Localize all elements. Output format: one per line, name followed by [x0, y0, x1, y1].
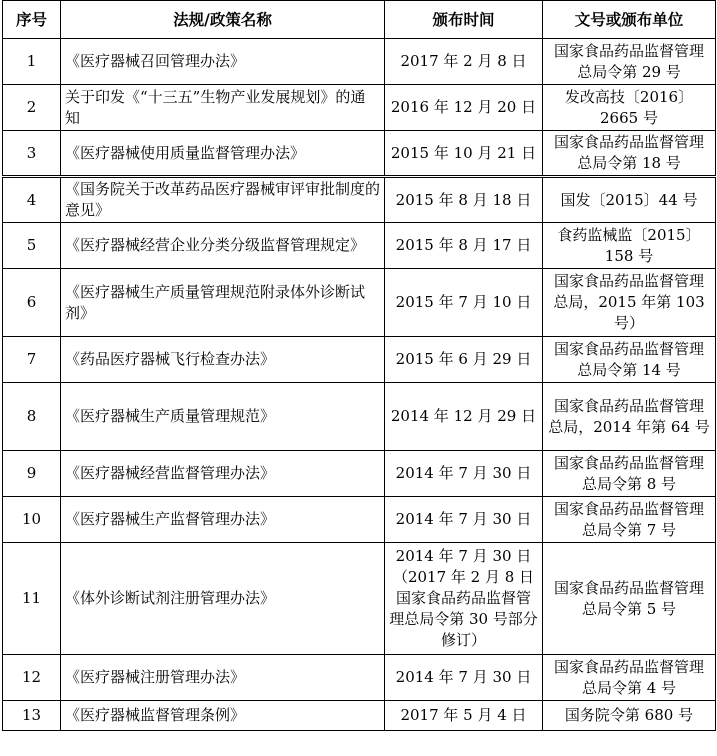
row-date: 2014 年 7 月 30 日: [385, 497, 543, 543]
row-name: 《医疗器械生产质量管理规范》: [61, 383, 385, 451]
row-name: 《医疗器械监督管理条例》: [61, 701, 385, 731]
row-date: 2014 年 12 月 29 日: [385, 383, 543, 451]
row-date: 2014 年 7 月 30 日（2017 年 2 月 8 日国家食品药品监督管理总局令第 30 号部分修订）: [385, 543, 543, 655]
row-date: 2015 年 8 月 18 日: [385, 177, 543, 223]
table-row: [3, 85, 716, 131]
regulations-table: [2, 0, 716, 731]
row-date: 2015 年 6 月 29 日: [385, 337, 543, 383]
row-date: 2015 年 7 月 10 日: [385, 269, 543, 337]
table-row: [3, 701, 716, 731]
row-no: 13: [3, 701, 61, 731]
row-unit: 国家食品药品监督管理总局，2014 年第 64 号: [543, 383, 716, 451]
table-row: [3, 543, 716, 655]
table-row: [3, 223, 716, 269]
row-no: 9: [3, 451, 61, 497]
row-date: 2015 年 10 月 21 日: [385, 131, 543, 177]
row-name: 《医疗器械注册管理办法》: [61, 655, 385, 701]
row-date: 2017 年 2 月 8 日: [385, 39, 543, 85]
row-unit: 国家食品药品监督管理总局令第 18 号: [543, 131, 716, 177]
row-unit: 国家食品药品监督管理总局令第 29 号: [543, 39, 716, 85]
row-name: 《医疗器械生产质量管理规范附录体外诊断试剂》: [61, 269, 385, 337]
header-row: [3, 1, 716, 39]
header-date: 颁布时间: [385, 1, 543, 39]
row-no: 4: [3, 177, 61, 223]
row-name: 《医疗器械召回管理办法》: [61, 39, 385, 85]
table-row: [3, 337, 716, 383]
header-unit: 文号或颁布单位: [543, 1, 716, 39]
row-no: 12: [3, 655, 61, 701]
row-unit: 国家食品药品监督管理总局，2015 年第 103 号）: [543, 269, 716, 337]
row-no: 10: [3, 497, 61, 543]
row-date: 2016 年 12 月 20 日: [385, 85, 543, 131]
table-row: [3, 269, 716, 337]
row-unit: 国家食品药品监督管理总局令第 4 号: [543, 655, 716, 701]
row-no: 7: [3, 337, 61, 383]
table-row: [3, 131, 716, 177]
table-row: [3, 39, 716, 85]
row-no: 6: [3, 269, 61, 337]
row-name: 《医疗器械经营监督管理办法》: [61, 451, 385, 497]
row-no: 11: [3, 543, 61, 655]
row-name: 《药品医疗器械飞行检查办法》: [61, 337, 385, 383]
row-name: 《医疗器械生产监督管理办法》: [61, 497, 385, 543]
row-no: 1: [3, 39, 61, 85]
row-unit: 国家食品药品监督管理总局令第 7 号: [543, 497, 716, 543]
table-row: [3, 451, 716, 497]
row-date: 2017 年 5 月 4 日: [385, 701, 543, 731]
row-no: 3: [3, 131, 61, 177]
table-row: [3, 383, 716, 451]
row-no: 5: [3, 223, 61, 269]
table-row: [3, 497, 716, 543]
row-unit: 国发〔2015〕44 号: [543, 177, 716, 223]
row-unit: 国家食品药品监督管理总局令第 5 号: [543, 543, 716, 655]
row-name: 关于印发《“十三五”生物产业发展规划》的通知: [61, 85, 385, 131]
row-no: 2: [3, 85, 61, 131]
row-unit: 国家食品药品监督管理总局令第 14 号: [543, 337, 716, 383]
row-name: 《国务院关于改革药品医疗器械审评审批制度的意见》: [61, 177, 385, 223]
row-unit: 发改高技〔2016〕2665 号: [543, 85, 716, 131]
row-unit: 国务院令第 680 号: [543, 701, 716, 731]
row-date: 2014 年 7 月 30 日: [385, 451, 543, 497]
row-date: 2014 年 7 月 30 日: [385, 655, 543, 701]
header-no: 序号: [3, 1, 61, 39]
row-name: 《医疗器械使用质量监督管理办法》: [61, 131, 385, 177]
table-row: [3, 177, 716, 223]
row-no: 8: [3, 383, 61, 451]
row-unit: 食药监械监〔2015〕158 号: [543, 223, 716, 269]
row-date: 2015 年 8 月 17 日: [385, 223, 543, 269]
row-unit: 国家食品药品监督管理总局令第 8 号: [543, 451, 716, 497]
header-name: 法规/政策名称: [61, 1, 385, 39]
row-name: 《体外诊断试剂注册管理办法》: [61, 543, 385, 655]
table-row: [3, 655, 716, 701]
row-name: 《医疗器械经营企业分类分级监督管理规定》: [61, 223, 385, 269]
